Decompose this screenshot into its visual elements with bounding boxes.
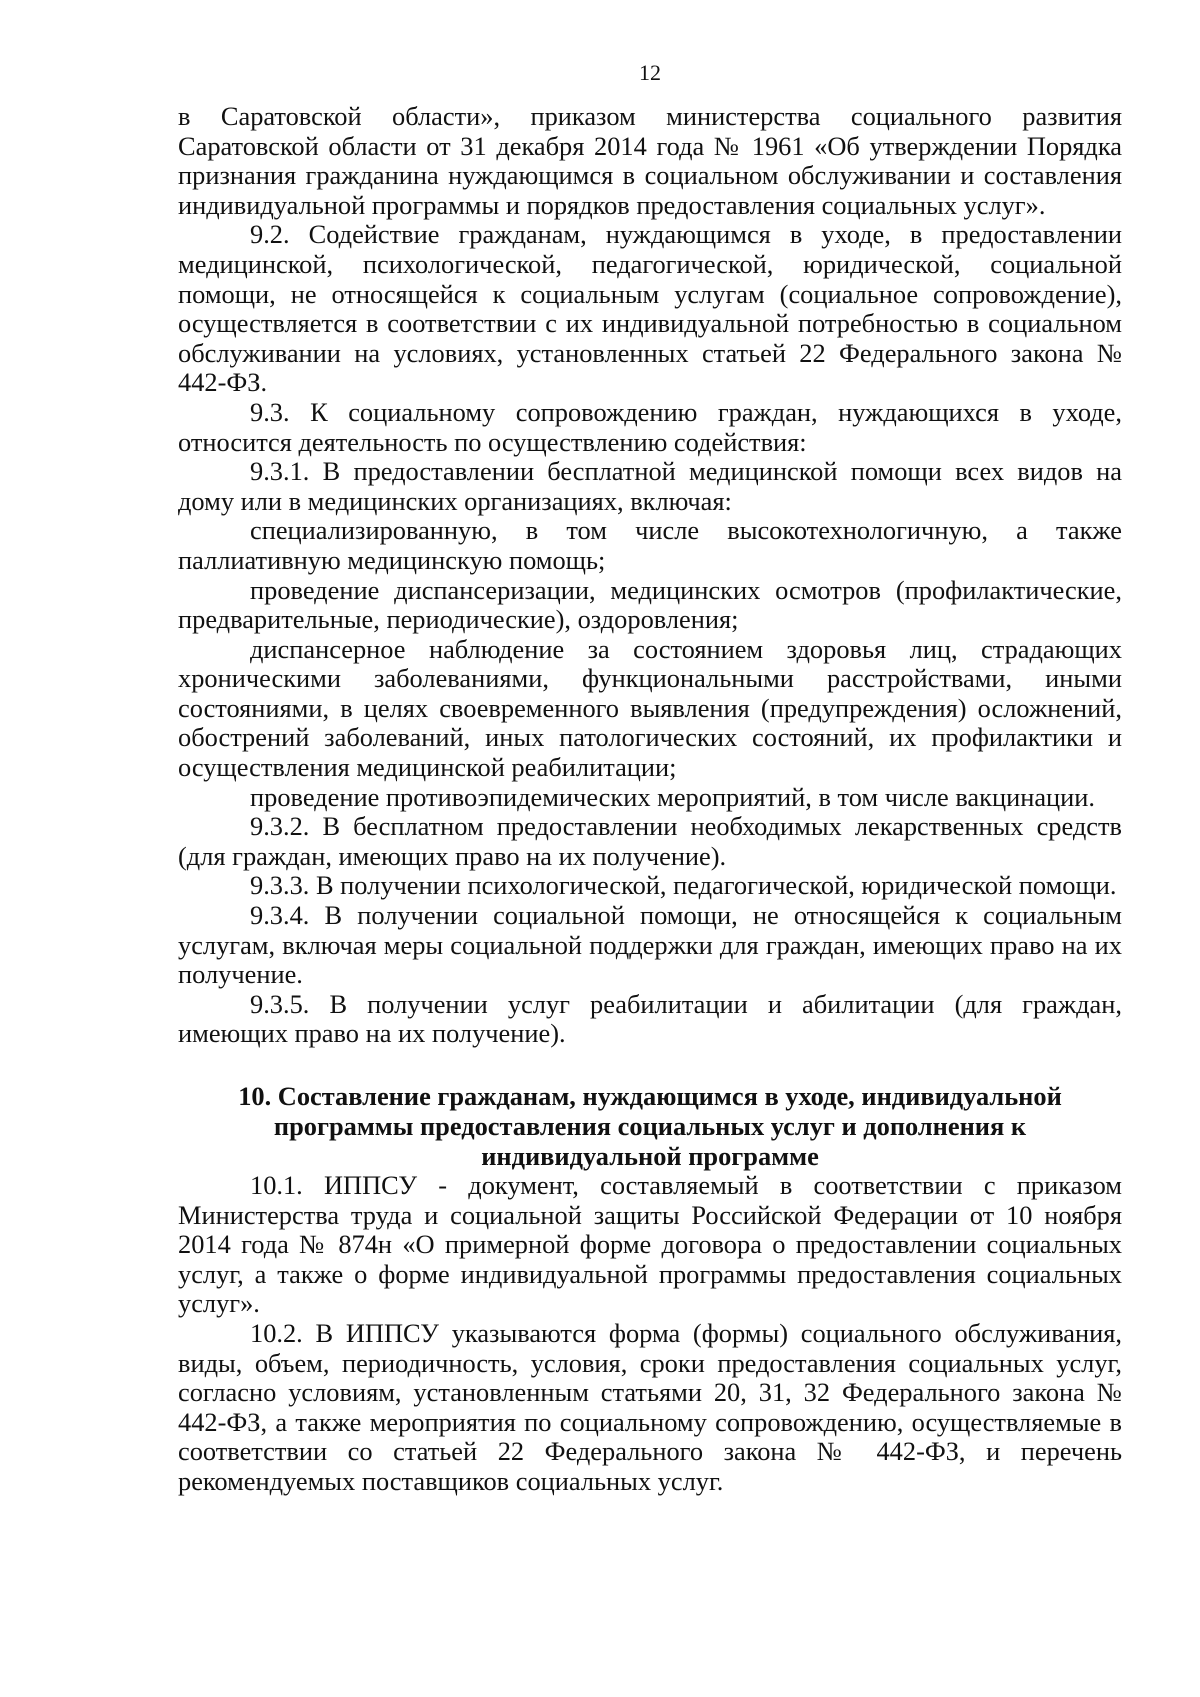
paragraph-dispensarization: проведение диспансеризации, медицинских осмотров (профилактические, предварительные, периодические), оздоровления;	[178, 574, 1122, 635]
paragraph-9-3-4: 9.3.4. В получении социальной помощи, не относящейся к социальным услугам, включая меры социальной поддержки для граждан, имеющих право на их получение.	[178, 900, 1122, 990]
paragraph-9-3-2: 9.3.2. В бесплатном предоставлении необходимых лекарственных средств (для граждан, имеющих право на их получение).	[178, 811, 1122, 871]
paragraph-9-3-5: 9.3.5. В получении услуг реабилитации и абилитации (для граждан, имеющих право на их получение).	[178, 988, 1122, 1049]
paragraph-dispensary-observation: диспансерное наблюдение за состоянием здоровья лиц, страдающих хроническими заболеваниями, функциональными расстройствами, иными состояниями, в целях своевременного выявления (предупреждения) осложнений, обострений заболеваний, иных патологических состояний, их профилактики и осуществления медицинской реабилитации;	[178, 633, 1122, 783]
paragraph-10-2: 10.2. В ИППСУ указываются форма (формы) социального обслуживания, виды, объем, периодичность, условия, сроки предоставления социальных услуг, согласно условиям, установленным статьями 20, 31, 32 Федерального закона № 442-ФЗ, а также мероприятия по социальному сопровождению, осуществляемые в соответствии со статьей 22 Федерального закона № 442-ФЗ, и перечень рекомендуемых поставщиков социальных услуг.	[178, 1317, 1122, 1496]
paragraph-9-3-1: 9.3.1. В предоставлении бесплатной медицинской помощи всех видов на дому или в медицинских организациях, включая:	[178, 456, 1122, 516]
paragraph-9-3-3: 9.3.3. В получении психологической, педагогической, юридической помощи.	[250, 870, 1117, 901]
paragraph-10-1: 10.1. ИППСУ - документ, составляемый в соответствии с приказом Министерства труда и социальной защиты Российской Федерации от 10 ноября 2014 года № 874н «О примерной форме договора о предоставлении социальных услуг, а также о форме индивидуальной программы предоставления социальных услуг».	[178, 1170, 1122, 1319]
paragraph-anti-epidemic: проведение противоэпидемических мероприятий, в том числе вакцинации.	[250, 781, 1096, 812]
section-10-heading: 10. Составление гражданам, нуждающимся в уходе, индивидуальной программы предоставления социальных услуг и дополнения к индивидуальной программе	[238, 1081, 1062, 1171]
page-number: 12	[639, 60, 661, 85]
paragraph-9-3: 9.3. К социальному сопровождению граждан, нуждающихся в уходе, относится деятельность по осуществлению содействия:	[178, 396, 1122, 457]
document-body	[178, 102, 1122, 1497]
paragraph-continuation: в Саратовской области», приказом министерства социального развития Саратовской области от 31 декабря 2014 года № 1961 «Об утверждении Порядка признания гражданина нуждающимся в социальном обслуживании и составления индивидуальной программы и порядков предоставления социальных услуг».	[178, 101, 1122, 220]
paragraph-9-2: 9.2. Содействие гражданам, нуждающимся в уходе, в предоставлении медицинской, психологической, педагогической, юридической, социальной помощи, не относящейся к социальным услугам (социальное сопровождение), осуществляется в соответствии с их индивидуальной потребностью в социальном обслуживании на условиях, установленных статьей 22 Федерального закона № 442-ФЗ.	[178, 219, 1122, 398]
paragraph-specialized-care: специализированную, в том числе высокотехнологичную, а также паллиативную медицинскую помощь;	[178, 515, 1122, 575]
